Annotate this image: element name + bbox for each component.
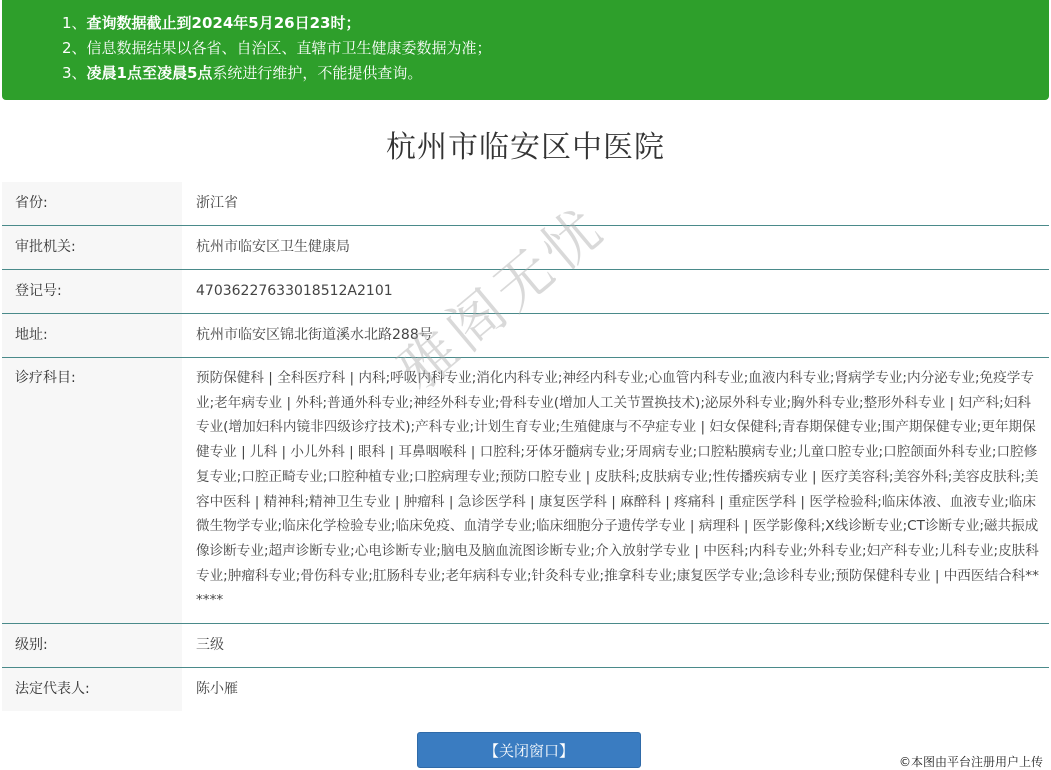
value-level: 三级 xyxy=(196,637,224,654)
label-province: 省份: xyxy=(2,182,182,225)
row-legal-rep xyxy=(2,668,1049,711)
label-level: 级别: xyxy=(2,624,182,667)
notice-line-1 xyxy=(62,11,1049,36)
info-table xyxy=(2,182,1049,722)
value-province: 浙江省 xyxy=(196,195,238,211)
value-address: 杭州市临安区锦北街道溪水北路288号 xyxy=(196,327,433,343)
label-authority: 审批机关: xyxy=(2,226,182,269)
value-departments: 预防保健科 | 全科医疗科 | 内科;呼吸内科专业;消化内科专业;神经内科专业;心血管内科专业;血液内科专业;肾病学专业;内分泌专业;免疫学专业;老年病专业 | 外科;普通外科专业;神经外科专业;骨科专业(增加人工关节置换技术);泌尿外科专业;胸外科专业;整形外科专业 | 妇产科;妇科专业(增加妇科内镜非四级诊疗技术);产科专业;计划生育专业;生殖健康与不孕症专业 | 妇女保健科;青春期保健专业;围产期保健专业;更年期保健专业 | 儿科 | 小儿外科 | 眼科 | 耳鼻咽喉科 | 口腔科;牙体牙髓病专业;牙周病专业;口腔粘膜病专业;儿童口腔专业;口腔颌面外科专业;口腔修复专业;口腔正畸专业;口腔种植专业;口腔病理专业;预防口腔专业 | 皮肤科;皮肤病专业;性传播疾病专业 | 医疗美容科;美容外科;美容皮肤科;美容中医科 | 精神科;精神卫生专业 | 肿瘤科 | 急诊医学科 | 康复医学科 | 麻醉科 | 疼痛科 | 重症医学科 | 医学检验科;临床体液、血液专业;临床微生物学专业;临床化学检验专业;临床免疫、血清学专业;临床细胞分子遗传学专业 | 病理科 | 医学影像科;X线诊断专业;CT诊断专业;磁共振成像诊断专业;超声诊断专业;心电诊断专业;脑电及脑血流图诊断专业;介入放射学专业 | 中医科;内科专业;外科专业;妇产科专业;儿科专业;皮肤科专业;肿瘤科专业;骨伤科专业;肛肠科专业;老年病科专业;针灸科专业;推拿科专业;康复医学专业;急诊科专业;预防保健科专业 | 中西医结合科****** xyxy=(196,370,1039,609)
close-window-button[interactable]: 【关闭窗口】 xyxy=(417,732,641,768)
row-level xyxy=(2,624,1049,668)
value-legal-rep: 陈小雁 xyxy=(196,681,238,698)
page-title: 杭州市临安区中医院 xyxy=(386,130,665,165)
row-authority xyxy=(2,226,1049,270)
value-authority: 杭州市临安区卫生健康局 xyxy=(196,239,350,255)
notice-line-3-rest: 系统进行维护，不能提供查询。 xyxy=(212,64,423,82)
notice-line-3-bold: 凌晨1点至凌晨5点 xyxy=(86,64,213,82)
row-reg-no xyxy=(2,270,1049,314)
value-reg-no: 47036227633018512A2101 xyxy=(196,283,393,299)
row-departments xyxy=(2,358,1049,624)
notice-line-3-prefix: 3、 xyxy=(62,64,87,82)
notice-line-1-prefix: 1、 xyxy=(62,14,87,32)
label-departments: 诊疗科目: xyxy=(2,358,182,623)
notice-line-3 xyxy=(62,61,1049,86)
label-address: 地址: xyxy=(2,314,182,357)
notice-line-1-bold: 查询数据截止到2024年5月26日23时； xyxy=(86,14,361,32)
watermark: 雅阁无忧 xyxy=(387,194,619,404)
label-reg-no: 登记号: xyxy=(2,270,182,313)
notice-banner xyxy=(2,0,1049,100)
row-province xyxy=(2,182,1049,226)
row-address xyxy=(2,314,1049,358)
label-legal-rep: 法定代表人: xyxy=(2,668,182,711)
notice-line-2: 2、信息数据结果以各省、自治区、直辖市卫生健康委数据为准； xyxy=(62,39,492,57)
copyright-note: ©本图由平台注册用户上传 xyxy=(898,755,1043,769)
